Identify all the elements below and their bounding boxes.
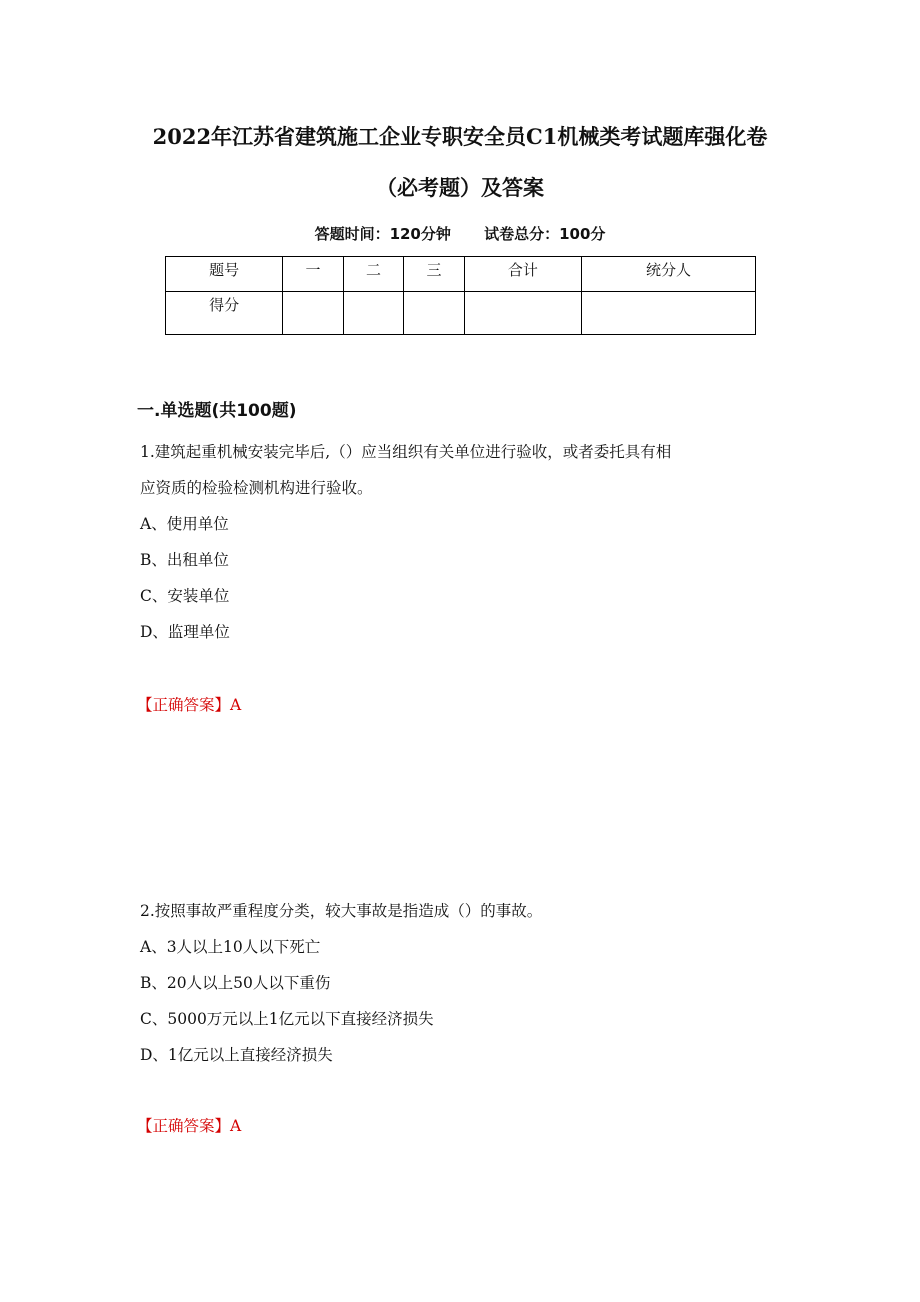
- header-cell-part3: 三: [404, 257, 465, 292]
- question-2-option-c: C、5000万元以上1亿元以下直接经济损失: [140, 1010, 434, 1028]
- header-cell-total: 合计: [464, 257, 581, 292]
- question-1-option-c: C、安装单位: [140, 587, 230, 605]
- exam-total-score: 试卷总分：100分: [484, 225, 606, 243]
- score-cell-part2[interactable]: [343, 292, 404, 335]
- question-2-option-b: B、20人以上50人以下重伤: [140, 974, 331, 992]
- question-2-option-d: D、1亿元以上直接经济损失: [140, 1046, 333, 1064]
- exam-time: 答题时间：120分钟: [314, 225, 451, 243]
- score-cell-scorer[interactable]: [582, 292, 756, 335]
- question-2-option-a: A、3人以上10人以下死亡: [140, 938, 321, 956]
- question-1-option-a: A、使用单位: [140, 515, 229, 533]
- header-cell-scorer: 统分人: [582, 257, 756, 292]
- score-table-header-row: [166, 257, 756, 292]
- question-1-option-d: D、监理单位: [140, 623, 230, 641]
- score-cell-total[interactable]: [464, 292, 581, 335]
- question-1-answer: 【正确答案】A: [137, 696, 242, 714]
- header-cell-part2: 二: [343, 257, 404, 292]
- score-cell-part3[interactable]: [404, 292, 465, 335]
- question-2-stem: 2.按照事故严重程度分类，较大事故是指造成（）的事故。: [140, 902, 543, 920]
- score-cell-part1[interactable]: [283, 292, 344, 335]
- question-1-stem-line1: 1.建筑起重机械安装完毕后,（）应当组织有关单位进行验收，或者委托具有相: [140, 443, 672, 461]
- doc-title-line2: （必考题）及答案: [376, 175, 544, 200]
- header-cell-part1: 一: [283, 257, 344, 292]
- header-cell-number: 题号: [166, 257, 283, 292]
- question-2-answer: 【正确答案】A: [137, 1117, 242, 1135]
- exam-meta: [0, 223, 920, 244]
- score-row-label: 得分: [166, 292, 283, 335]
- section-title: 一.单选题(共100题): [137, 401, 297, 421]
- question-1-stem-line2: 应资质的检验检测机构进行验收。: [140, 479, 373, 497]
- question-1-option-b: B、出租单位: [140, 551, 229, 569]
- score-table-score-row: [166, 292, 756, 335]
- score-table: [165, 256, 756, 335]
- doc-title-line1: 2022年江苏省建筑施工企业专职安全员C1机械类考试题库强化卷: [152, 124, 768, 149]
